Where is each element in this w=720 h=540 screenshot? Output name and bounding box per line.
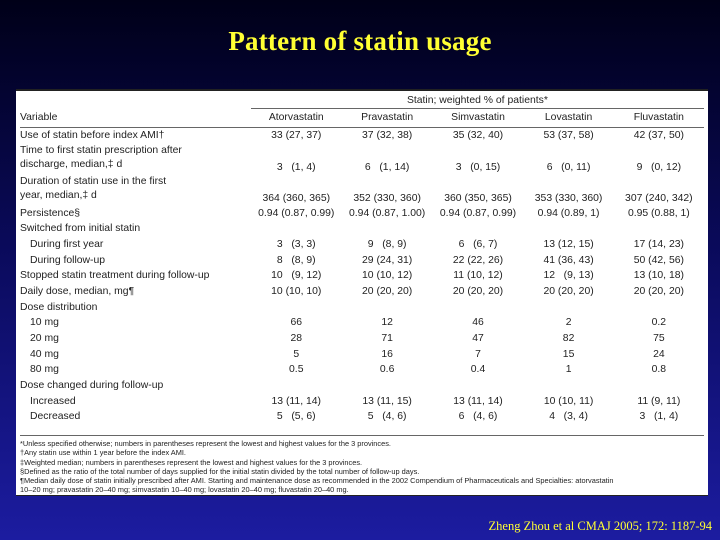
row-label-line: Persistence§: [20, 207, 81, 219]
table-cell: [614, 300, 704, 316]
row-label: [20, 144, 251, 175]
row-label: [20, 363, 251, 379]
table-cell: [523, 378, 613, 394]
table-cell: 22 (22, 26): [452, 254, 504, 266]
row-label-line: Increased: [30, 395, 76, 407]
table-cell: 50 (42, 56): [633, 254, 684, 266]
table-cell: 5 (4, 6): [367, 411, 407, 423]
table-cell: 7: [475, 348, 481, 360]
row-label-line: Stopped statin treatment during follow-up: [20, 270, 210, 282]
table-cell: 71: [381, 333, 393, 345]
table-cell: 20 (20, 20): [362, 285, 413, 297]
row-label: [20, 347, 251, 363]
variable-header: Variable: [20, 109, 251, 128]
table-cell: 2: [565, 317, 572, 329]
slide-title: Pattern of statin usage: [228, 26, 492, 56]
table-cell: [614, 221, 704, 237]
table-cell: 17 (14, 23): [633, 238, 684, 250]
table-cell: 33 (27, 37): [271, 129, 322, 141]
table-cell: 0.95 (0.88, 1): [627, 207, 690, 219]
group-header-row: [20, 93, 704, 109]
row-label: [20, 300, 251, 316]
table-cell: 41 (36, 43): [543, 254, 594, 266]
table-cell: 82: [562, 333, 575, 345]
table-cell: [342, 378, 433, 394]
row-label-line: Dose changed during follow-up: [20, 380, 164, 392]
table-cell: 66: [290, 317, 303, 329]
table-cell: 0.6: [379, 364, 395, 376]
table-cell: 5 (5, 6): [276, 411, 316, 423]
table-cell: [433, 378, 524, 394]
table-cell: 1: [565, 364, 572, 376]
table-cell: 352 (330, 360): [353, 192, 421, 204]
table-cell: [342, 300, 433, 316]
table-cell: 10 (10, 12): [362, 270, 413, 282]
row-label-line: year, median,‡ d: [20, 189, 97, 201]
row-label-line: Duration of statin use in the first: [20, 175, 167, 187]
table-cell: 9 (0, 12): [636, 161, 682, 173]
table-cell: 3 (3, 3): [276, 238, 316, 250]
table-cell: 0.8: [651, 364, 667, 376]
table-panel: [16, 89, 708, 496]
citation: Zheng Zhou et al CMAJ 2005; 172: 1187-94: [488, 519, 712, 533]
table-row: [20, 394, 704, 410]
table-cell: 0.94 (0.87, 0.99): [258, 207, 335, 219]
table-row: [20, 175, 704, 206]
column-header-row: [20, 109, 704, 128]
row-label: [20, 284, 251, 300]
column-header-atorvastatin: Atorvastatin: [251, 109, 342, 128]
table-row: [20, 206, 704, 222]
table-row: [20, 268, 704, 284]
table-cell: 3 (0, 15): [455, 161, 501, 173]
table-cell: [523, 300, 613, 316]
table-cell: 28: [290, 333, 303, 345]
table-cell: [433, 300, 524, 316]
table-cell: [251, 378, 342, 394]
table-cell: 10 (10, 10): [271, 285, 322, 297]
row-label: [20, 394, 251, 410]
column-header-lovastatin: Lovastatin: [523, 109, 613, 128]
table-row: [20, 410, 704, 426]
row-label-line: Decreased: [30, 411, 81, 423]
footnotes: [20, 435, 704, 495]
row-label-line: 20 mg: [30, 333, 59, 345]
group-header-spacer: [20, 93, 251, 109]
table-cell: 29 (24, 31): [362, 254, 413, 266]
row-label: [20, 410, 251, 426]
table-cell: 4 (3, 4): [549, 411, 588, 423]
table-row: [20, 253, 704, 269]
table-row: [20, 378, 704, 394]
table-cell: 47: [472, 333, 484, 345]
row-label-line: 80 mg: [30, 364, 59, 376]
row-label: [20, 316, 251, 332]
row-label-line: discharge, median,‡ d: [20, 158, 123, 170]
row-label: [20, 175, 251, 206]
row-label-line: 40 mg: [30, 348, 59, 360]
row-label-line: Use of statin before index AMI†: [20, 129, 165, 141]
column-header-simvastatin: Simvastatin: [433, 109, 524, 128]
table-cell: 6 (0, 11): [546, 161, 591, 173]
column-header-pravastatin: Pravastatin: [342, 109, 433, 128]
row-label: [20, 331, 251, 347]
row-label-line: Dose distribution: [20, 301, 98, 313]
row-label: [20, 253, 251, 269]
table-cell: 6 (6, 7): [458, 238, 498, 250]
row-label: [20, 128, 251, 144]
row-label: [20, 206, 251, 222]
table-cell: 8 (8, 9): [276, 254, 316, 266]
row-label-line: Switched from initial statin: [20, 223, 141, 235]
row-label: [20, 268, 251, 284]
table-cell: 53 (37, 58): [543, 129, 594, 141]
table-row: [20, 300, 704, 316]
table-cell: 12 (9, 13): [543, 270, 594, 282]
table-cell: 9 (8, 9): [367, 238, 407, 250]
table-row: [20, 144, 704, 175]
footnote: §Defined as the ratio of the total number of days supplied for the initial statin divided by the total number of follow-up days.: [20, 466, 420, 476]
table-cell: 11 (10, 12): [453, 270, 503, 282]
table-cell: 6 (4, 6): [458, 411, 498, 423]
table-cell: 13 (11, 14): [453, 395, 503, 407]
table-cell: 13 (11, 15): [362, 395, 412, 407]
table-cell: 360 (350, 365): [444, 192, 512, 204]
table-cell: 20 (20, 20): [452, 285, 504, 297]
table-cell: 24: [653, 348, 665, 360]
table-cell: 0.4: [470, 364, 486, 376]
table-cell: 0.94 (0.89, 1): [537, 207, 600, 219]
table-row: [20, 237, 704, 253]
table-cell: [251, 300, 342, 316]
table-cell: 307 (240, 342): [625, 192, 693, 204]
table-cell: 46: [472, 317, 484, 329]
table-cell: 20 (20, 20): [633, 285, 684, 297]
table-cell: 0.5: [289, 364, 304, 376]
table-cell: 6 (1, 14): [364, 161, 410, 173]
table-cell: [433, 221, 524, 237]
row-label-line: During follow-up: [30, 254, 106, 266]
table-cell: [523, 221, 613, 237]
table-cell: 13 (10, 18): [633, 270, 684, 282]
table-cell: 10 (9, 12): [271, 270, 322, 282]
row-label-line: 10 mg: [30, 317, 59, 329]
table-row: [20, 221, 704, 237]
row-label: [20, 237, 251, 253]
table-cell: [342, 221, 433, 237]
table-cell: 20 (20, 20): [543, 285, 594, 297]
table-cell: 12: [381, 317, 393, 329]
table-cell: 75: [653, 333, 665, 345]
footnote: *Unless specified otherwise; numbers in parentheses represent the lowest and highest values for the 3 provinces.: [20, 439, 391, 448]
table-cell: 13 (12, 15): [543, 238, 594, 250]
row-label: [20, 221, 251, 237]
footnote: 10–20 mg; pravastatin 20–40 mg; simvastatin 10–40 mg; lovastatin 20–40 mg; fluvastatin 20–40 mg.: [20, 485, 349, 495]
table-row: [20, 363, 704, 379]
table-cell: 0.2: [651, 317, 667, 329]
table-row: [20, 331, 704, 347]
table-cell: [251, 221, 342, 237]
statin-table: [20, 93, 704, 425]
table-cell: 0.94 (0.87, 1.00): [349, 207, 426, 219]
table-row: [20, 347, 704, 363]
table-cell: 42 (37, 50): [633, 129, 684, 141]
footnote: ‡Weighted median; numbers in parentheses represent the lowest and highest values for the 3 provinces.: [20, 457, 363, 467]
table-row: [20, 284, 704, 300]
footnote: †Any statin use within 1 year before the index AMI.: [20, 448, 186, 458]
table-cell: 5: [293, 348, 300, 360]
table-cell: 3 (1, 4): [276, 161, 316, 173]
column-header-fluvastatin: Fluvastatin: [614, 109, 704, 128]
table-cell: 3 (1, 4): [639, 411, 679, 423]
table-cell: 15: [562, 348, 575, 360]
table-row: [20, 316, 704, 332]
table-row: [20, 128, 704, 144]
group-header: Statin; weighted % of patients*: [406, 94, 548, 106]
table-cell: 10 (10, 11): [543, 395, 594, 407]
table-cell: 37 (32, 38): [362, 129, 413, 141]
table-cell: 364 (360, 365): [262, 192, 331, 204]
table-cell: [614, 378, 704, 394]
row-label: [20, 378, 251, 394]
row-label-line: Daily dose, median, mg¶: [20, 285, 135, 297]
row-label-line: During first year: [30, 238, 104, 250]
row-label-line: Time to first statin prescription after: [20, 144, 182, 156]
table-cell: 11 (9, 11): [637, 395, 681, 407]
table-cell: 353 (330, 360): [534, 192, 603, 204]
footnote: ¶Median daily dose of statin initially prescribed after AMI. Starting and maintenance dose as recommended in the 2002 Compendium of Pharmaceuticals and Specialties: atorvastatin: [20, 476, 614, 486]
table-cell: 13 (11, 14): [271, 395, 321, 407]
table-cell: 35 (32, 40): [452, 129, 504, 141]
table-cell: 16: [381, 348, 393, 360]
table-cell: 0.94 (0.87, 0.99): [439, 207, 517, 219]
